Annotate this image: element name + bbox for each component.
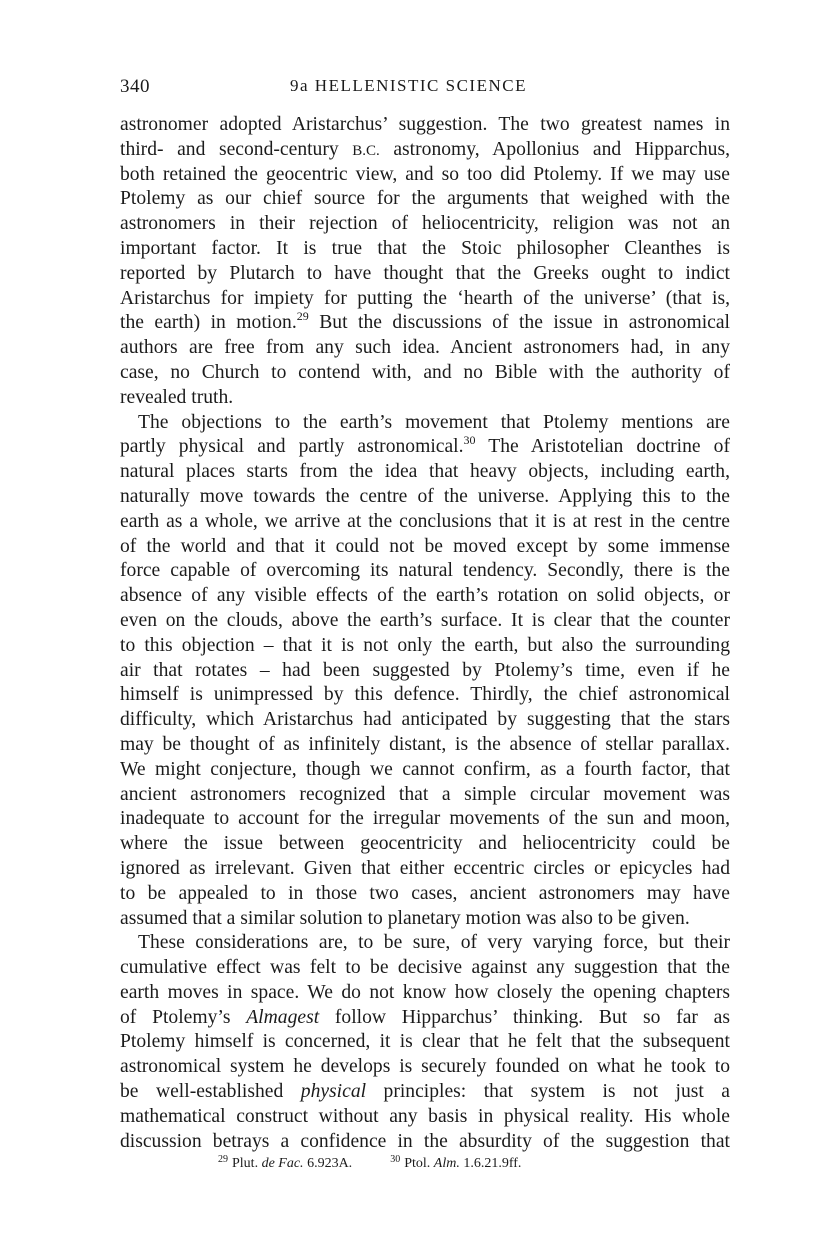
text-line: astronomers in their rejection of heliocentricity, religion was not an	[120, 213, 730, 235]
text-line: important factor. It is true that the Stoic philosopher Cleanthes is	[120, 237, 730, 259]
text-line: be well-established physical principles: that system is not just a	[120, 1081, 730, 1103]
text-line: discussion betrays a confidence in the absurdity of the suggestion that	[120, 1130, 730, 1152]
footnote	[218, 1150, 352, 1174]
text-line: absence of any visible effects of the earth’s rotation on solid objects, or	[120, 585, 730, 607]
text-line: difficulty, which Aristarchus had anticipated by suggesting that the stars	[120, 709, 730, 731]
text-line: ancient astronomers recognized that a simple circular movement was	[120, 783, 730, 805]
text-line: The objections to the earth’s movement that Ptolemy mentions are	[138, 411, 730, 433]
text-line: natural places starts from the idea that heavy objects, including earth,	[120, 461, 730, 483]
text-line: to this objection – that it is not only the earth, but also the surrounding	[120, 634, 730, 656]
text-line: Aristarchus for impiety for putting the ‘hearth of the universe’ (that is,	[120, 287, 730, 309]
text-line: assumed that a similar solution to planetary motion was also to be given.	[120, 907, 690, 929]
footnote-text: Plut. de Fac. 6.923A.	[232, 1156, 353, 1171]
text-line: where the issue between geocentricity and heliocentricity could be	[120, 833, 730, 855]
text-line: earth as a whole, we arrive at the conclusions that it is at rest in the centre	[120, 510, 730, 532]
text-line: case, no Church to contend with, and no Bible with the authority of	[120, 361, 730, 383]
section-title: 9a HELLENISTIC SCIENCE	[290, 76, 527, 95]
text-line: ignored as irrelevant. Given that either eccentric circles or epicycles had	[120, 857, 730, 879]
text-line: partly physical and partly astronomical.$^{30}$ The Aristotelian doctrine of	[120, 435, 730, 458]
text-line: mathematical construct without any basis in physical reality. His whole	[120, 1105, 730, 1127]
text-line: to be appealed to in those two cases, ancient astronomers may have	[120, 882, 730, 904]
text-line: earth moves in space. We do not know how closely the opening chapters	[120, 981, 730, 1003]
text-line: the earth) in motion.$^{29}$ But the discussions of the issue in astronomical	[120, 311, 730, 334]
text-line: reported by Plutarch to have thought that the Greeks ought to indict	[120, 262, 730, 284]
text-line: revealed truth.	[120, 386, 234, 408]
text-line: Ptolemy as our chief source for the arguments that weighed with the	[120, 188, 730, 210]
text-line: These considerations are, to be sure, of very varying force, but their	[138, 932, 730, 954]
body-text	[120, 113, 730, 1154]
text-line: Ptolemy himself is concerned, it is clear that he felt that the subsequent	[120, 1031, 730, 1053]
text-line: himself is unimpressed by this defence. Thirdly, the chief astronomical	[120, 684, 730, 706]
footnote-mark: 30	[390, 1154, 401, 1165]
footnote	[390, 1150, 521, 1174]
text-line: force capable of overcoming its natural tendency. Secondly, there is the	[120, 560, 730, 582]
footnote-mark: 29	[218, 1154, 228, 1165]
text-line: astronomical system he develops is securely founded on what he took to	[120, 1056, 730, 1078]
text-line: may be thought of as infinitely distant, is the absence of stellar parallax.	[120, 733, 730, 755]
page-number: 340	[120, 76, 150, 97]
text-line: inadequate to account for the irregular movements of the sun and moon,	[120, 808, 730, 830]
text-line: of Ptolemy’s Almagest follow Hipparchus’ thinking. But so far as	[120, 1006, 730, 1028]
text-line: third- and second-century B.C. astronomy, Apollonius and Hipparchus,	[120, 138, 730, 160]
text-line: authors are free from any such idea. Ancient astronomers had, in any	[120, 337, 730, 359]
text-line: air that rotates – had been suggested by Ptolemy’s time, even if he	[120, 659, 730, 681]
footnote-text: Ptol. Alm. 1.6.21.9ff.	[404, 1156, 522, 1171]
text-line: cumulative effect was felt to be decisive against any suggestion that the	[120, 957, 730, 979]
text-line: of the world and that it could not be moved except by some immense	[120, 535, 730, 557]
text-line: both retained the geocentric view, and so too did Ptolemy. If we may use	[120, 163, 730, 185]
footnotes	[218, 1150, 718, 1170]
running-head	[120, 76, 726, 102]
text-line: even on the clouds, above the earth’s surface. It is clear that the counter	[120, 609, 730, 631]
text-line: We might conjecture, though we cannot confirm, as a fourth factor, that	[120, 758, 730, 780]
text-line: naturally move towards the centre of the universe. Applying this to the	[120, 485, 730, 507]
text-line: astronomer adopted Aristarchus’ suggestion. The two greatest names in	[120, 114, 730, 135]
